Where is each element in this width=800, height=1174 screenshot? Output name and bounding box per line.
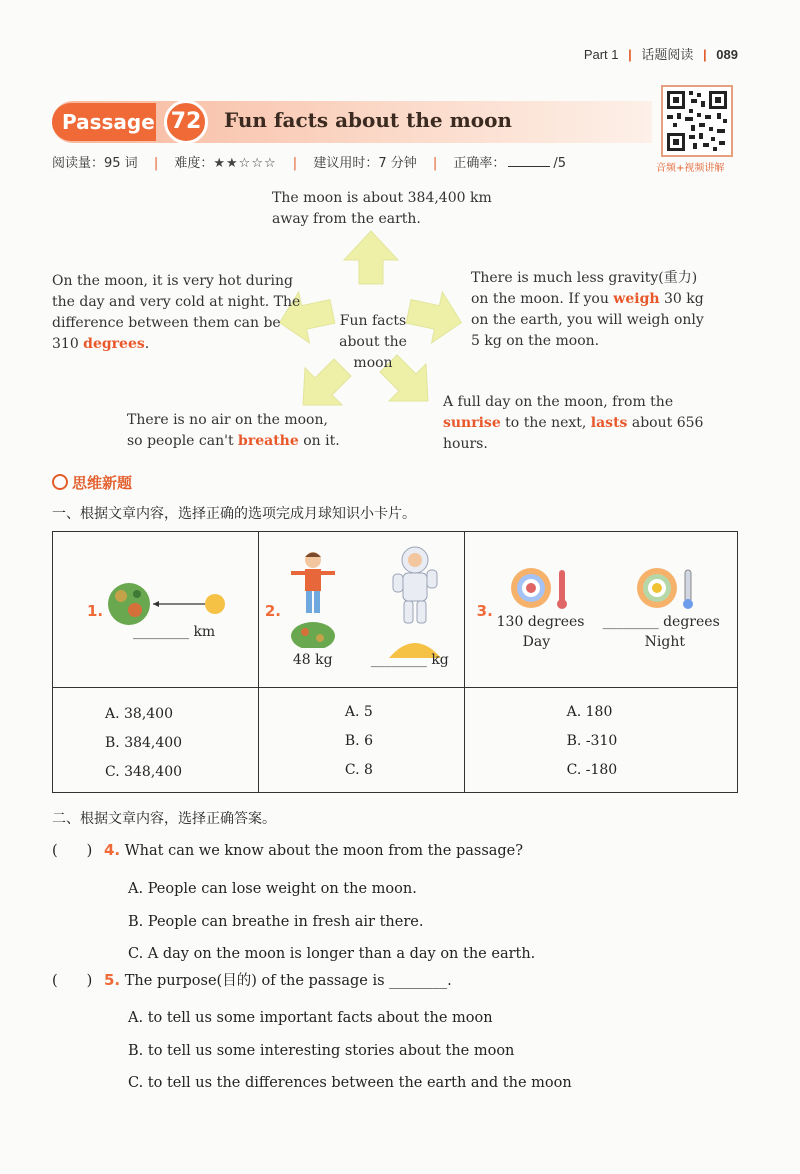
page-number: 089: [716, 47, 738, 62]
accuracy-total: /5: [553, 156, 567, 171]
passage-label: Passage: [52, 103, 156, 141]
option-4a[interactable]: A. People can lose weight on the moon.: [128, 881, 417, 897]
reading-amount: 阅读量：95 词: [52, 156, 138, 171]
options-2: [258, 688, 464, 793]
fact-distance: The moon is about 384,400 km away from the earth.: [272, 190, 492, 227]
vocab-weigh: weigh: [613, 291, 660, 307]
thermometer-icon: [559, 570, 565, 602]
section-heading: 思维新题: [52, 472, 132, 493]
page-header: Part 1 | 话题阅读 | 089: [583, 47, 738, 62]
meta-line: 阅读量：95 词 | 难度：★★☆☆☆ | 建议用时：7 分钟 | 正确率： /5: [52, 156, 567, 171]
option-3b[interactable]: B. -310: [566, 733, 618, 749]
difficulty-label: 难度：: [174, 156, 214, 171]
part-one-instruction: 一、根据文章内容，选择正确的选项完成月球知识小卡片。: [52, 506, 416, 522]
option-4c[interactable]: C. A day on the moon is longer than a day on the earth.: [128, 946, 536, 962]
card-3: 3. 130 degrees Day ________ degrees Night: [464, 532, 737, 688]
vocab-sunrise: sunrise: [443, 415, 501, 431]
question-4: ( ) 4. What can we know about the moon from the passage?: [52, 841, 524, 859]
answer-blank-3[interactable]: ________: [602, 614, 659, 630]
question-5: ( ) 5. The purpose(目的) of the passage is ________.: [52, 971, 452, 989]
passage-number: 72: [164, 100, 208, 144]
answer-paren-4[interactable]: ( ): [52, 843, 93, 859]
earth-weight: 48 kg: [292, 652, 333, 668]
option-3c[interactable]: C. -180: [566, 762, 618, 778]
earth-icon: [291, 622, 335, 648]
option-2b[interactable]: B. 6: [344, 733, 373, 749]
answer-paren-5[interactable]: ( ): [52, 973, 93, 989]
part-label: Part 1: [583, 47, 619, 62]
option-2a[interactable]: A. 5: [344, 704, 373, 720]
answer-blank-1[interactable]: ________: [133, 624, 189, 640]
thermometer-day-illustration: [509, 566, 573, 612]
fact-temperature: On the moon, it is very hot during the day and very cold at night. The difference between them can be 310 degrees.: [52, 273, 301, 352]
card-1: 1. ________ km: [53, 532, 259, 688]
moon-facts-cards: [52, 531, 738, 793]
difficulty-stars: ★★☆☆☆: [213, 156, 277, 171]
part-two-instruction: 二、根据文章内容，选择正确答案。: [52, 811, 276, 827]
answer-blank-2[interactable]: ________: [370, 652, 427, 668]
option-5b[interactable]: B. to tell us some interesting stories about the moon: [128, 1042, 515, 1059]
option-5a[interactable]: A. to tell us some important facts about the moon: [128, 1010, 493, 1026]
boy-on-earth-illustration: [287, 548, 339, 648]
day-label: Day: [522, 634, 551, 650]
vocab-breathe: breathe: [238, 433, 299, 449]
option-1a[interactable]: A. 38,400: [105, 706, 173, 722]
question-4-text: What can we know about the moon from the passage?: [124, 843, 524, 859]
fact-gravity: There is much less gravity(重力) on the moon. If you weigh 30 kg on the earth, you will weigh only 5 kg on the moon.: [471, 270, 704, 349]
thermometer-night-illustration: [635, 566, 699, 612]
brain-icon: [52, 474, 68, 490]
option-3a[interactable]: A. 180: [566, 704, 613, 720]
option-5c[interactable]: C. to tell us the differences between the earth and the moon: [128, 1075, 572, 1091]
question-5-options: [128, 1002, 572, 1100]
night-label: Night: [644, 634, 685, 650]
option-4b[interactable]: B. People can breathe in fresh air there.: [128, 913, 424, 930]
arrow-up-icon: [344, 231, 398, 284]
thermometer-icon: [685, 570, 691, 602]
question-4-options: [128, 873, 535, 971]
suggested-time: 建议用时：7 分钟: [313, 156, 417, 171]
options-1: [53, 688, 259, 793]
question-5-text: The purpose(目的) of the passage is ________.: [124, 973, 452, 989]
qr-caption: 音频+视频讲解: [656, 163, 725, 174]
passage-title: Fun facts about the moon: [224, 108, 512, 132]
vocab-lasts: lasts: [590, 415, 628, 431]
option-1c[interactable]: C. 348,400: [105, 764, 183, 780]
option-1b[interactable]: B. 384,400: [105, 735, 183, 751]
earth-icon: [108, 583, 150, 625]
astronaut-on-moon-illustration: [385, 542, 445, 658]
option-2c[interactable]: C. 8: [344, 762, 373, 778]
vocab-degrees: degrees: [83, 336, 145, 352]
card-2: 2. 48 kg ________ kg: [258, 532, 464, 688]
mindmap-center: Fun facts about the moon: [339, 313, 407, 371]
section-label: 话题阅读: [641, 47, 694, 62]
fact-day-length: A full day on the moon, from the sunrise to the next, lasts about 656 hours.: [443, 394, 704, 452]
moon-icon: [205, 594, 225, 614]
accuracy-label: 正确率：: [453, 156, 506, 171]
day-temperature: 130 degrees: [496, 614, 585, 630]
fact-air: There is no air on the moon, so people can't breathe on it.: [127, 412, 340, 449]
options-3: [464, 688, 737, 793]
